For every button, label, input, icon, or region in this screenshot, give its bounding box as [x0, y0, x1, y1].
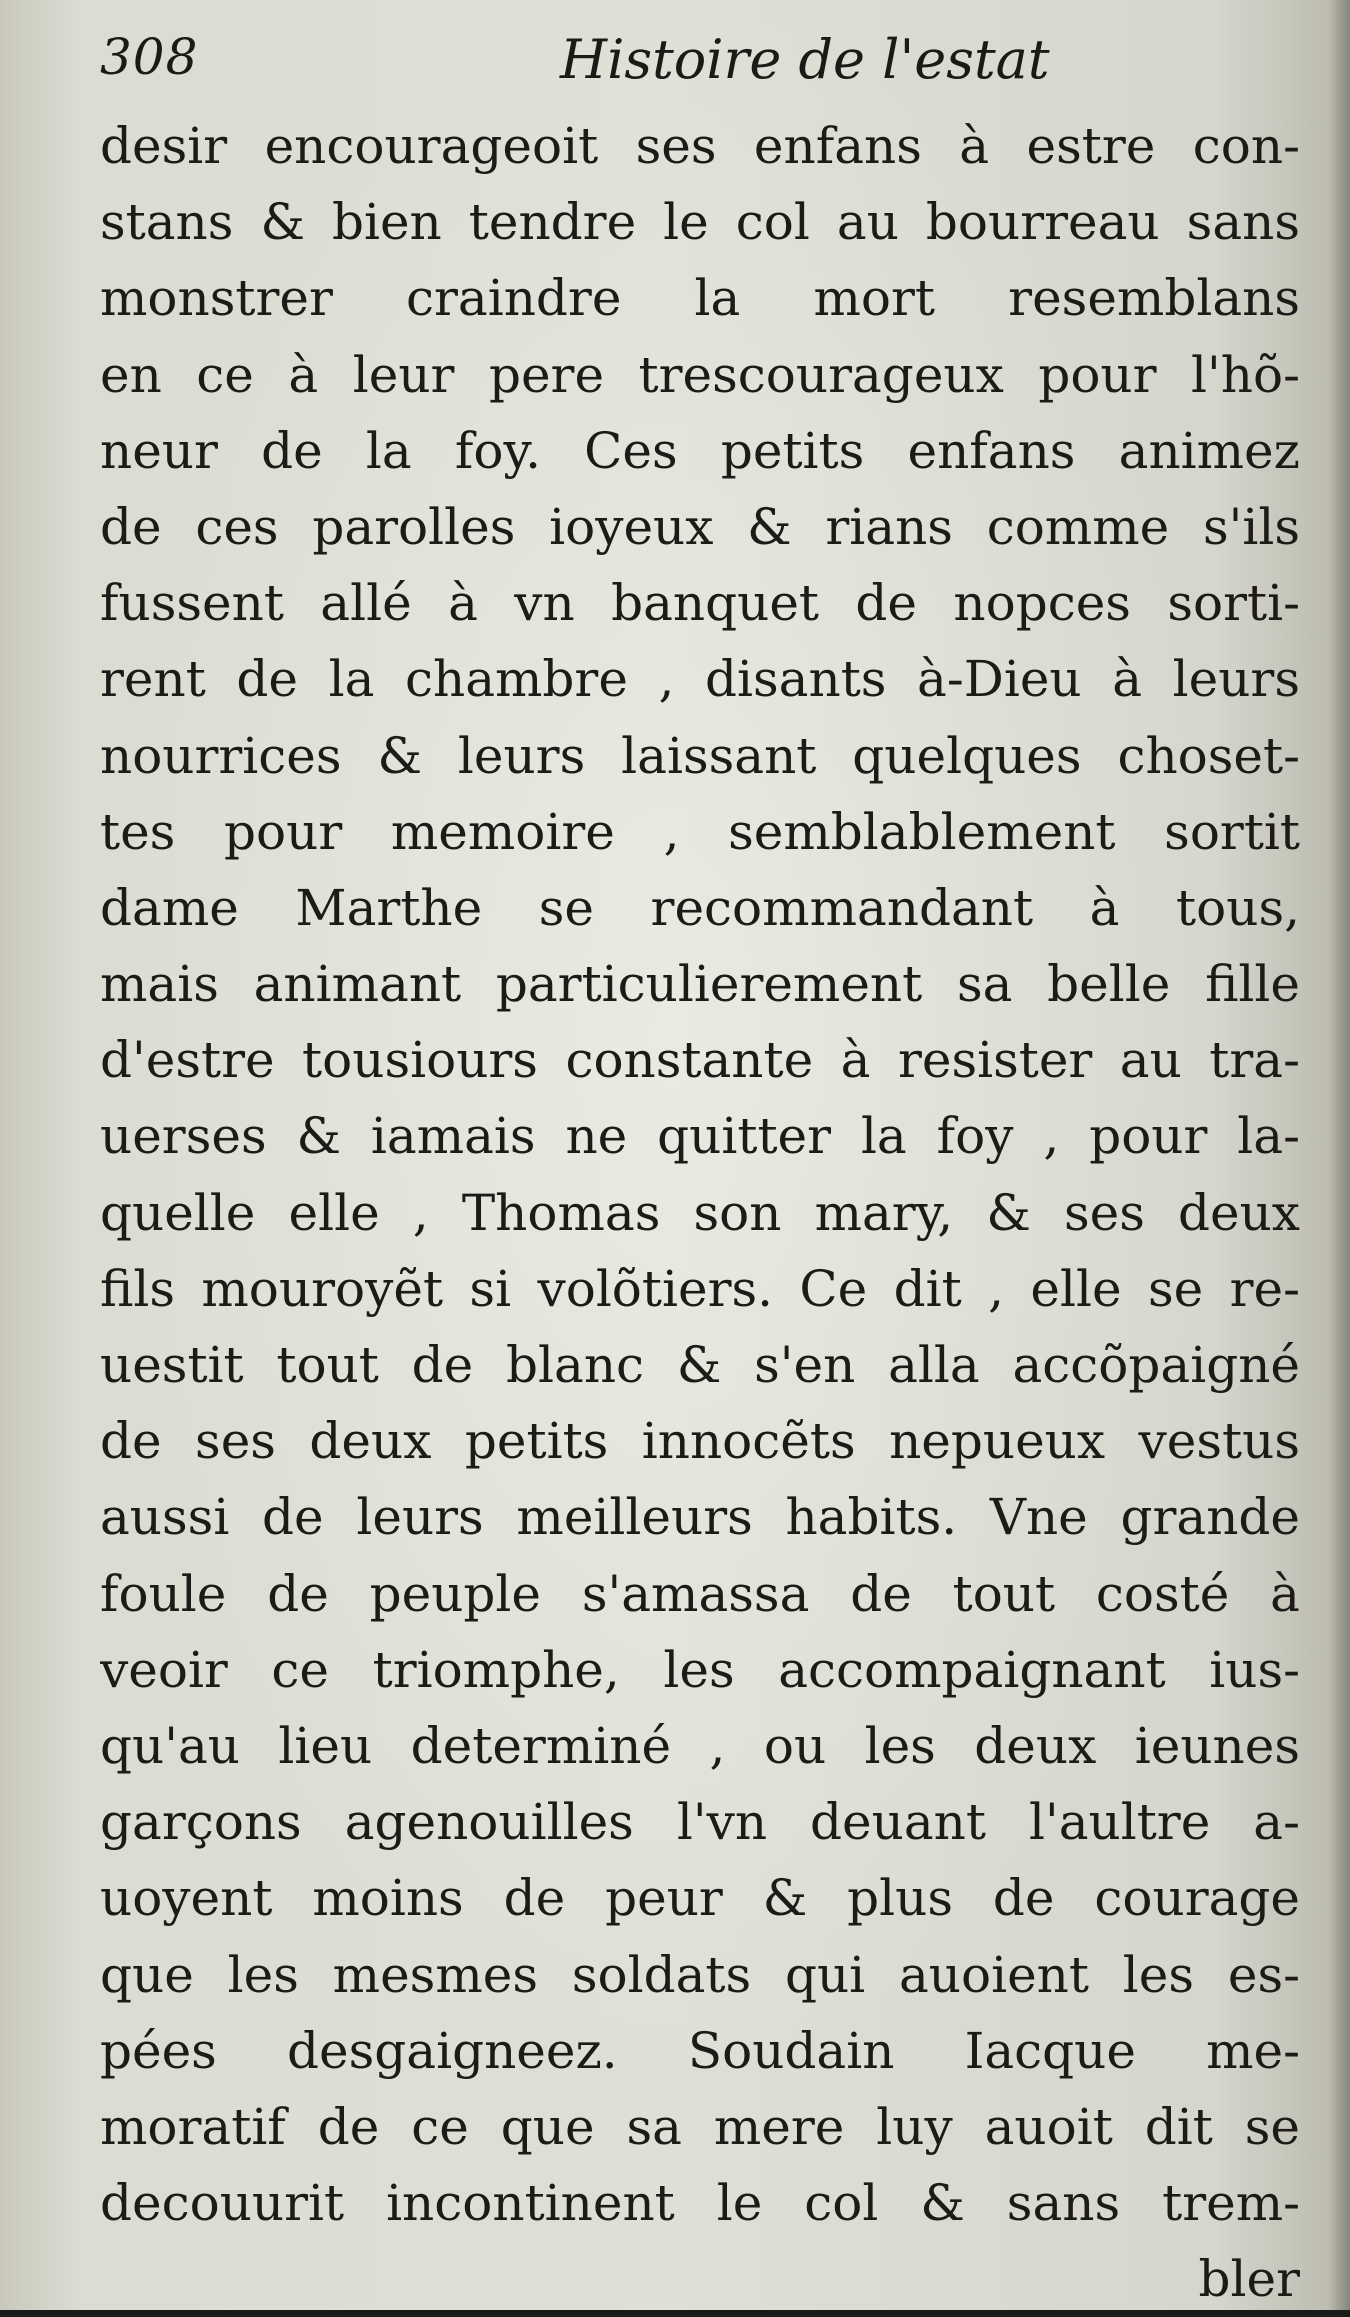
text-line: fils mouroyẽt si volõtiers. Ce dit , elle se re- — [100, 1259, 1300, 1318]
page-number: 308 — [100, 28, 199, 86]
text-line: de ces parolles ioyeux & rians comme s'ils — [100, 497, 1300, 556]
body-text — [100, 108, 1300, 2317]
text-line: qu'au lieu determiné , ou les deux ieunes — [100, 1716, 1300, 1775]
text-line: bler — [1198, 2250, 1300, 2309]
text-line: quelle elle , Thomas son mary, & ses deux — [100, 1183, 1300, 1242]
text-line: veoir ce triomphe, les accompaignant ius- — [100, 1640, 1300, 1699]
text-line: foule de peuple s'amassa de tout costé à — [100, 1564, 1300, 1623]
text-line: en ce à leur pere trescourageux pour l'hõ- — [100, 345, 1300, 404]
text-line: dame Marthe se recommandant à tous, — [100, 878, 1300, 937]
running-title: Histoire de l'estat — [560, 28, 1050, 91]
text-line: d'estre tousiours constante à resister au tra- — [100, 1031, 1300, 1090]
text-line: fussent allé à vn banquet de nopces sorti- — [100, 574, 1300, 633]
text-line: que les mesmes soldats qui auoient les es- — [100, 1945, 1300, 2004]
text-line: neur de la foy. Ces petits enfans animez — [100, 421, 1300, 480]
text-line: monstrer craindre la mort resemblans — [100, 269, 1300, 328]
text-line: tes pour memoire , semblablement sortit — [100, 802, 1300, 861]
text-line: nourrices & leurs laissant quelques choset- — [100, 726, 1300, 785]
text-line: pées desgaigneez. Soudain Iacque me- — [100, 2021, 1300, 2080]
text-line: decouurit incontinent le col & sans trem- — [100, 2174, 1300, 2233]
text-line: aussi de leurs meilleurs habits. Vne grande — [100, 1488, 1300, 1547]
text-line: de ses deux petits innocẽts nepueux vestus — [100, 1412, 1300, 1471]
page-header — [100, 28, 1300, 108]
text-line: desir encourageoit ses enfans à estre con- — [100, 117, 1300, 175]
text-line: moratif de ce que sa mere luy auoit dit se — [100, 2097, 1300, 2156]
text-line: stans & bien tendre le col au bourreau sans — [100, 193, 1300, 252]
text-line: uerses & iamais ne quitter la foy , pour la- — [100, 1107, 1300, 1166]
text-line: rent de la chambre , disants à-Dieu à leurs — [100, 650, 1300, 709]
text-line: uoyent moins de peur & plus de courage — [100, 1869, 1300, 1928]
text-line: mais animant particulierement sa belle fille — [100, 955, 1300, 1014]
text-line: uestit tout de blanc & s'en alla accõpaigné — [100, 1336, 1300, 1394]
text-line: garçons agenouilles l'vn deuant l'aultre a- — [100, 1793, 1300, 1852]
